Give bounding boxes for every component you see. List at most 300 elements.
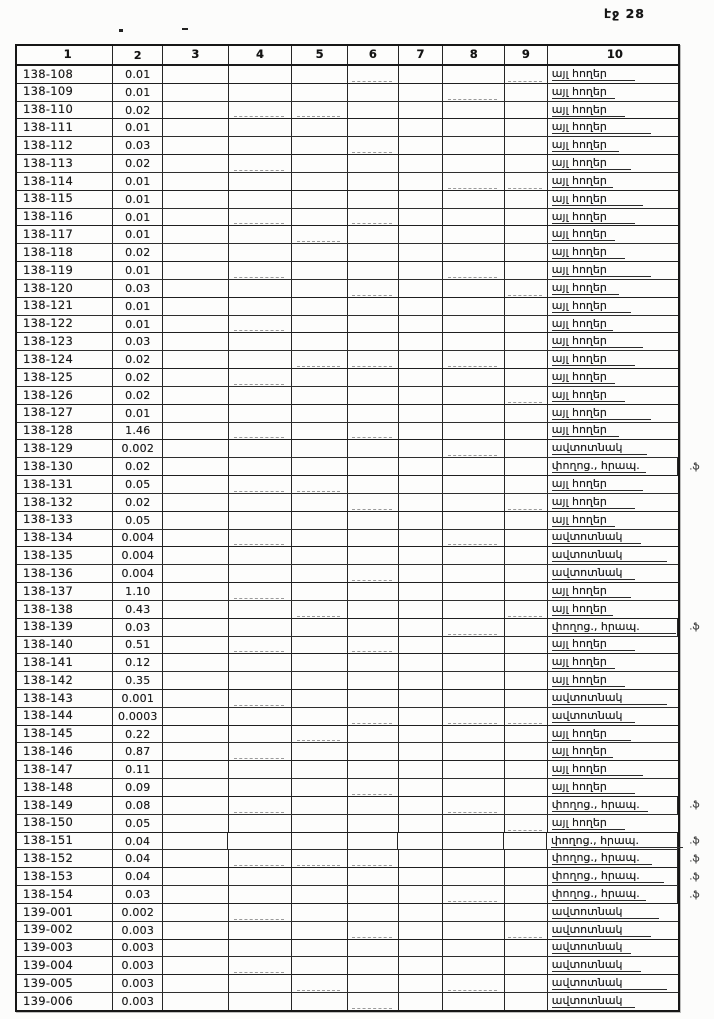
area-value-cell: 0.03 — [113, 137, 163, 154]
table-row — [17, 565, 678, 583]
land-use-text: ավտոտնակ — [552, 941, 631, 954]
parcel-code-cell: 138-127 — [17, 405, 113, 422]
table-row — [17, 209, 678, 227]
area-value-cell: 0.05 — [113, 512, 163, 529]
empty-cell — [292, 743, 348, 760]
empty-cell — [163, 904, 229, 921]
empty-cell — [348, 102, 399, 119]
empty-cell — [292, 173, 348, 190]
land-use-text: այլ հողեր — [552, 781, 635, 794]
empty-cell — [348, 601, 399, 618]
empty-cell — [229, 779, 293, 796]
empty-cell — [505, 102, 548, 119]
area-value-cell: 0.02 — [113, 155, 163, 172]
empty-cell — [163, 137, 229, 154]
land-use-text: այլ հողեր — [552, 371, 615, 384]
empty-cell — [505, 423, 548, 440]
parcel-code-cell: 138-119 — [17, 262, 113, 279]
empty-cell — [163, 779, 229, 796]
empty-cell — [292, 993, 348, 1010]
empty-cell — [163, 440, 229, 457]
table-row — [17, 743, 678, 761]
empty-cell — [443, 619, 505, 636]
parcel-code-cell: 138-109 — [17, 84, 113, 101]
table-row — [17, 137, 678, 155]
empty-cell — [229, 512, 293, 529]
table-body — [17, 66, 700, 1010]
empty-cell — [348, 458, 399, 475]
empty-cell — [163, 369, 229, 386]
column-header-8: 8 — [443, 46, 505, 64]
land-use-cell — [548, 226, 678, 243]
land-use-cell — [548, 868, 678, 885]
land-use-text: փողոց., հրապ. — [552, 852, 652, 865]
empty-cell — [505, 993, 548, 1010]
empty-cell — [163, 173, 229, 190]
parcel-code-cell: 139-002 — [17, 922, 113, 939]
empty-cell — [292, 530, 348, 547]
scan-speck — [182, 28, 188, 30]
empty-cell — [292, 619, 348, 636]
empty-cell — [505, 904, 548, 921]
area-value-cell: 0.01 — [113, 405, 163, 422]
table-row — [17, 547, 678, 565]
empty-cell — [228, 833, 292, 850]
empty-cell — [163, 726, 229, 743]
empty-cell — [163, 583, 229, 600]
empty-cell — [505, 601, 548, 618]
area-value-cell: 0.12 — [113, 654, 163, 671]
empty-cell — [229, 797, 293, 814]
area-value-cell: 0.43 — [113, 601, 163, 618]
empty-cell — [399, 743, 444, 760]
empty-cell — [229, 191, 293, 208]
empty-cell — [229, 316, 293, 333]
area-value-cell: 0.01 — [113, 262, 163, 279]
empty-cell — [443, 922, 505, 939]
land-use-cell — [548, 904, 678, 921]
empty-cell — [163, 601, 229, 618]
land-use-cell — [548, 191, 678, 208]
empty-cell — [348, 583, 399, 600]
table-row — [17, 672, 678, 690]
empty-cell — [399, 940, 444, 957]
empty-cell — [505, 262, 548, 279]
land-use-text: այլ հողեր — [552, 389, 625, 402]
empty-cell — [348, 512, 399, 529]
empty-cell — [163, 155, 229, 172]
empty-cell — [443, 476, 505, 493]
area-value-cell: 0.01 — [113, 298, 163, 315]
parcel-code-cell: 138-123 — [17, 333, 113, 350]
area-value-cell: 0.03 — [113, 886, 163, 903]
empty-cell — [292, 512, 348, 529]
empty-cell — [443, 726, 505, 743]
empty-cell — [443, 512, 505, 529]
column-header-1: 1 — [17, 46, 113, 64]
column-header-6: 6 — [348, 46, 399, 64]
empty-cell — [443, 690, 505, 707]
empty-cell — [348, 298, 399, 315]
empty-cell — [163, 957, 229, 974]
land-use-text: այլ հողեր — [552, 728, 631, 741]
empty-cell — [443, 173, 505, 190]
area-value-cell: 0.03 — [113, 280, 163, 297]
parcel-code-cell: 138-137 — [17, 583, 113, 600]
empty-cell — [505, 440, 548, 457]
parcel-code-cell: 138-122 — [17, 316, 113, 333]
empty-cell — [443, 262, 505, 279]
empty-cell — [505, 619, 548, 636]
empty-cell — [292, 280, 348, 297]
empty-cell — [348, 868, 399, 885]
empty-cell — [348, 637, 399, 654]
land-use-cell — [548, 155, 678, 172]
empty-cell — [348, 530, 399, 547]
parcel-code-cell: 138-133 — [17, 512, 113, 529]
table-row — [17, 833, 700, 851]
empty-cell — [505, 547, 548, 564]
empty-cell — [505, 565, 548, 582]
empty-cell — [348, 351, 399, 368]
empty-cell — [229, 690, 293, 707]
land-use-cell — [548, 244, 678, 261]
land-use-text: ավտոտնակ — [552, 692, 667, 705]
handwritten-margin-note: .ֆ — [689, 872, 700, 883]
empty-cell — [505, 779, 548, 796]
empty-cell — [399, 850, 444, 867]
land-use-text: այլ հողեր — [552, 407, 651, 420]
land-use-cell — [548, 440, 678, 457]
table-row — [17, 316, 678, 334]
table-row — [17, 601, 678, 619]
parcel-code-cell: 138-147 — [17, 761, 113, 778]
land-use-cell — [548, 583, 678, 600]
empty-cell — [292, 601, 348, 618]
empty-cell — [443, 84, 505, 101]
table-row — [17, 173, 678, 191]
land-use-text: ավտոտնակ — [552, 567, 635, 580]
empty-cell — [399, 565, 444, 582]
empty-cell — [505, 191, 548, 208]
land-use-text: ավտոտնակ — [552, 710, 635, 723]
table-row — [17, 637, 678, 655]
empty-cell — [348, 173, 399, 190]
empty-cell — [505, 333, 548, 350]
land-use-cell — [547, 833, 678, 850]
empty-cell — [292, 440, 348, 457]
empty-cell — [348, 333, 399, 350]
empty-cell — [292, 262, 348, 279]
empty-cell — [443, 886, 505, 903]
empty-cell — [443, 102, 505, 119]
empty-cell — [163, 761, 229, 778]
empty-cell — [348, 654, 399, 671]
land-use-cell — [548, 476, 678, 493]
parcel-code-cell: 138-149 — [17, 797, 113, 814]
table-row — [17, 886, 700, 904]
table-row — [17, 84, 678, 102]
land-use-text: այլ հողեր — [552, 638, 635, 651]
empty-cell — [399, 619, 444, 636]
handwritten-margin-note: .ֆ — [689, 836, 700, 847]
empty-cell — [348, 369, 399, 386]
empty-cell — [505, 173, 548, 190]
empty-cell — [505, 637, 548, 654]
empty-cell — [505, 119, 548, 136]
empty-cell — [292, 833, 348, 850]
empty-cell — [292, 333, 348, 350]
empty-cell — [443, 850, 505, 867]
parcel-code-cell: 138-117 — [17, 226, 113, 243]
table-row — [17, 458, 700, 476]
land-use-cell — [548, 761, 678, 778]
parcel-code-cell: 138-136 — [17, 565, 113, 582]
empty-cell — [229, 886, 293, 903]
land-use-cell — [548, 512, 678, 529]
area-value-cell: 0.02 — [113, 369, 163, 386]
land-use-cell — [548, 601, 678, 618]
handwritten-margin-note: .ֆ — [689, 622, 700, 633]
empty-cell — [292, 119, 348, 136]
empty-cell — [505, 583, 548, 600]
empty-cell — [505, 316, 548, 333]
land-use-cell — [548, 66, 678, 83]
empty-cell — [399, 298, 444, 315]
parcel-code-cell: 139-004 — [17, 957, 113, 974]
land-use-cell — [548, 619, 678, 636]
empty-cell — [399, 922, 444, 939]
empty-cell — [163, 209, 229, 226]
area-value-cell: 0.003 — [113, 993, 163, 1010]
land-use-cell — [548, 333, 678, 350]
empty-cell — [229, 654, 293, 671]
land-use-cell — [548, 797, 678, 814]
land-use-cell — [548, 708, 678, 725]
empty-cell — [292, 244, 348, 261]
empty-cell — [505, 726, 548, 743]
empty-cell — [505, 458, 548, 475]
empty-cell — [505, 369, 548, 386]
parcel-code-cell: 139-006 — [17, 993, 113, 1010]
empty-cell — [399, 440, 444, 457]
empty-cell — [292, 815, 348, 832]
land-use-text: այլ հողեր — [552, 300, 631, 313]
empty-cell — [443, 868, 505, 885]
empty-cell — [505, 84, 548, 101]
empty-cell — [348, 957, 399, 974]
empty-cell — [292, 708, 348, 725]
empty-cell — [229, 387, 293, 404]
parcel-code-cell: 138-142 — [17, 672, 113, 689]
empty-cell — [163, 298, 229, 315]
empty-cell — [399, 815, 444, 832]
land-use-cell — [548, 173, 678, 190]
parcel-code-cell: 138-141 — [17, 654, 113, 671]
area-value-cell: 0.03 — [113, 333, 163, 350]
empty-cell — [399, 654, 444, 671]
empty-cell — [348, 886, 399, 903]
parcel-code-cell: 138-153 — [17, 868, 113, 885]
parcel-code-cell: 138-121 — [17, 298, 113, 315]
parcel-code-cell: 138-129 — [17, 440, 113, 457]
parcel-code-cell: 139-001 — [17, 904, 113, 921]
empty-cell — [229, 244, 293, 261]
empty-cell — [443, 833, 505, 850]
parcel-code-cell: 138-114 — [17, 173, 113, 190]
empty-cell — [229, 226, 293, 243]
land-use-cell — [548, 530, 678, 547]
empty-cell — [229, 423, 293, 440]
land-use-text: ավտոտնակ — [552, 924, 651, 937]
empty-cell — [399, 84, 444, 101]
area-value-cell: 0.0003 — [113, 708, 163, 725]
empty-cell — [443, 797, 505, 814]
table-row — [17, 726, 678, 744]
empty-cell — [292, 351, 348, 368]
empty-cell — [399, 458, 444, 475]
empty-cell — [399, 244, 444, 261]
empty-cell — [399, 102, 444, 119]
empty-cell — [163, 512, 229, 529]
area-value-cell: 0.04 — [113, 850, 163, 867]
land-use-text: այլ հողեր — [552, 68, 635, 81]
empty-cell — [229, 993, 293, 1010]
empty-cell — [229, 476, 293, 493]
empty-cell — [348, 316, 399, 333]
land-use-cell — [548, 262, 678, 279]
empty-cell — [399, 690, 444, 707]
area-value-cell: 0.09 — [113, 779, 163, 796]
empty-cell — [292, 458, 348, 475]
empty-cell — [163, 530, 229, 547]
parcel-code-cell: 138-131 — [17, 476, 113, 493]
area-value-cell: 0.04 — [113, 833, 163, 850]
empty-cell — [348, 904, 399, 921]
empty-cell — [348, 565, 399, 582]
table-row — [17, 619, 700, 637]
land-use-cell — [548, 119, 678, 136]
empty-cell — [443, 423, 505, 440]
parcel-code-cell: 138-126 — [17, 387, 113, 404]
area-value-cell: 0.003 — [113, 957, 163, 974]
empty-cell — [348, 690, 399, 707]
empty-cell — [292, 886, 348, 903]
table-row — [17, 690, 678, 708]
area-value-cell: 0.01 — [113, 316, 163, 333]
parcel-code-cell: 138-112 — [17, 137, 113, 154]
empty-cell — [443, 815, 505, 832]
empty-cell — [348, 244, 399, 261]
empty-cell — [292, 84, 348, 101]
table-row — [17, 423, 678, 441]
table-row — [17, 815, 678, 833]
empty-cell — [292, 779, 348, 796]
table-row — [17, 244, 678, 262]
land-use-text: այլ հողեր — [552, 157, 631, 170]
table-row — [17, 993, 678, 1010]
table-row — [17, 298, 678, 316]
empty-cell — [163, 975, 229, 992]
empty-cell — [229, 743, 293, 760]
table-row — [17, 868, 700, 886]
land-use-text: փողոց., հրապ. — [551, 835, 683, 848]
parcel-code-cell: 138-124 — [17, 351, 113, 368]
parcel-code-cell: 138-128 — [17, 423, 113, 440]
empty-cell — [443, 708, 505, 725]
parcel-code-cell: 138-140 — [17, 637, 113, 654]
table-row — [17, 975, 678, 993]
empty-cell — [292, 423, 348, 440]
area-value-cell: 0.01 — [113, 191, 163, 208]
area-value-cell: 0.01 — [113, 84, 163, 101]
empty-cell — [163, 940, 229, 957]
empty-cell — [292, 155, 348, 172]
land-use-cell — [548, 102, 678, 119]
empty-cell — [399, 993, 444, 1010]
table-row — [17, 405, 678, 423]
empty-cell — [348, 66, 399, 83]
empty-cell — [443, 137, 505, 154]
empty-cell — [348, 476, 399, 493]
empty-cell — [163, 690, 229, 707]
parcel-code-cell: 138-108 — [17, 66, 113, 83]
land-use-cell — [548, 494, 678, 511]
empty-cell — [505, 672, 548, 689]
empty-cell — [229, 761, 293, 778]
empty-cell — [399, 405, 444, 422]
empty-cell — [163, 815, 229, 832]
empty-cell — [292, 797, 348, 814]
empty-cell — [292, 637, 348, 654]
empty-cell — [229, 494, 293, 511]
empty-cell — [292, 975, 348, 992]
land-use-cell — [548, 957, 678, 974]
empty-cell — [443, 209, 505, 226]
empty-cell — [229, 298, 293, 315]
empty-cell — [229, 708, 293, 725]
table-row — [17, 226, 678, 244]
table-row — [17, 922, 678, 940]
empty-cell — [163, 993, 229, 1010]
land-use-text: ավտոտնակ — [552, 977, 667, 990]
empty-cell — [348, 815, 399, 832]
empty-cell — [229, 672, 293, 689]
empty-cell — [443, 405, 505, 422]
empty-cell — [163, 244, 229, 261]
area-value-cell: 0.01 — [113, 226, 163, 243]
empty-cell — [505, 244, 548, 261]
land-use-cell — [548, 547, 678, 564]
empty-cell — [163, 191, 229, 208]
land-use-cell — [548, 369, 678, 386]
empty-cell — [229, 458, 293, 475]
land-use-text: այլ հողեր — [552, 139, 619, 152]
empty-cell — [348, 84, 399, 101]
area-value-cell: 0.003 — [113, 940, 163, 957]
empty-cell — [399, 226, 444, 243]
scan-speck — [119, 29, 123, 32]
empty-cell — [229, 155, 293, 172]
area-value-cell: 0.22 — [113, 726, 163, 743]
land-use-cell — [548, 209, 678, 226]
empty-cell — [443, 119, 505, 136]
empty-cell — [399, 387, 444, 404]
area-value-cell: 0.02 — [113, 102, 163, 119]
area-value-cell: 0.01 — [113, 173, 163, 190]
land-use-text: այլ հողեր — [552, 763, 643, 776]
empty-cell — [443, 226, 505, 243]
